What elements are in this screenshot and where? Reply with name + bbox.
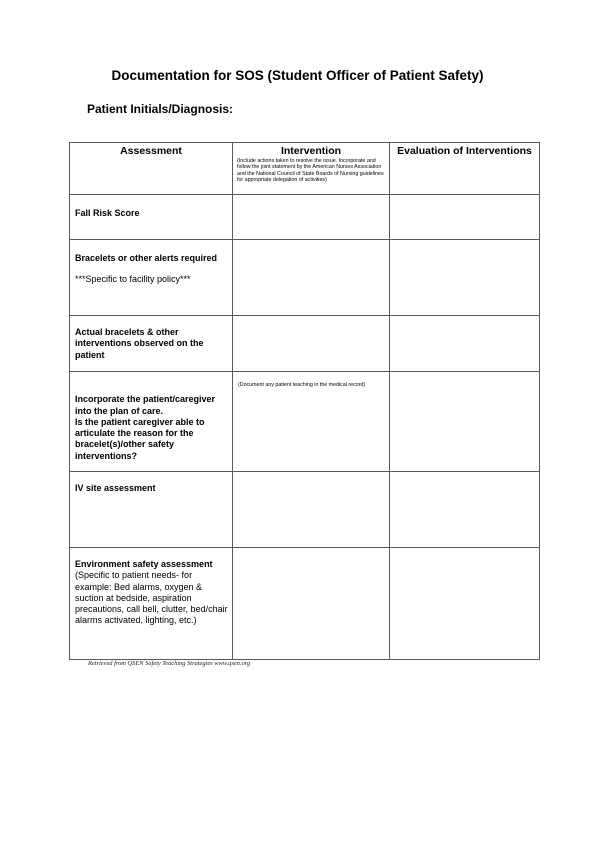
assessment-header bbox=[70, 143, 233, 195]
intervention-cell[interactable] bbox=[233, 548, 390, 660]
table-row-environment bbox=[70, 548, 540, 660]
actual-bracelets-label: Actual bracelets & other interventions observed on the patient bbox=[75, 327, 204, 360]
intervention-cell[interactable] bbox=[233, 195, 390, 240]
intervention-cell[interactable] bbox=[233, 316, 390, 372]
table-row-actual-bracelets bbox=[70, 316, 540, 372]
table-row-patient-caregiver bbox=[70, 372, 540, 472]
evaluation-cell[interactable] bbox=[390, 316, 540, 372]
table-row-fall-risk bbox=[70, 195, 540, 240]
source-footer: Retrieved from QSEN Safety Teaching Strategies www.qsen.org bbox=[88, 660, 251, 667]
fall-risk-score-label: Fall Risk Score bbox=[75, 208, 140, 218]
intervention-cell[interactable] bbox=[233, 240, 390, 316]
intervention-cell[interactable] bbox=[233, 372, 390, 472]
environment-safety-detail: (Specific to patient needs- for example: Bed alarms, oxygen & suction at bedside, aspiration precautions, call bell, clutter, bed/chair alarms activated, lighting, etc.) bbox=[75, 570, 228, 626]
patient-caregiver-label: Incorporate the patient/caregiver into the plan of care. Is the patient caregiver able to articulate the reason for the bracelet(s)/other safety interventions? bbox=[75, 394, 216, 461]
intervention-header-note: (Include actions taken to resolve the issue. Incorporate and follow the joint statement by the American Nurses Association and the National Council of State Boards of Nursing guidelines for appropriate delegation of activities) bbox=[237, 158, 384, 184]
intervention-header-label: Intervention bbox=[280, 145, 342, 157]
table-row-iv-site bbox=[70, 472, 540, 548]
patient-teaching-note: (Document any patient teaching in the medical record) bbox=[238, 382, 366, 388]
evaluation-cell[interactable] bbox=[390, 240, 540, 316]
intervention-header bbox=[233, 143, 390, 195]
assessment-header-label: Assessment bbox=[120, 145, 182, 157]
document-title: Documentation for SOS (Student Officer of Patient Safety) bbox=[111, 68, 484, 83]
assessment-cell bbox=[70, 472, 233, 548]
table-header-row bbox=[70, 143, 540, 195]
assessment-cell bbox=[70, 548, 233, 660]
assessment-cell bbox=[70, 195, 233, 240]
evaluation-cell[interactable] bbox=[390, 195, 540, 240]
table-row-bracelets bbox=[70, 240, 540, 316]
assessment-cell bbox=[70, 240, 233, 316]
iv-site-assessment-label: IV site assessment bbox=[75, 483, 156, 493]
environment-safety-label: Environment safety assessment bbox=[75, 559, 213, 569]
facility-policy-note: ***Specific to facility policy*** bbox=[75, 274, 191, 285]
evaluation-header-label: Evaluation of Interventions bbox=[397, 145, 532, 157]
evaluation-header bbox=[390, 143, 540, 195]
sos-documentation-table bbox=[69, 142, 540, 660]
evaluation-cell[interactable] bbox=[390, 548, 540, 660]
intervention-cell[interactable] bbox=[233, 472, 390, 548]
assessment-cell bbox=[70, 316, 233, 372]
evaluation-cell[interactable] bbox=[390, 472, 540, 548]
evaluation-cell[interactable] bbox=[390, 372, 540, 472]
patient-initials-diagnosis-label: Patient Initials/Diagnosis: bbox=[87, 102, 234, 116]
assessment-cell bbox=[70, 372, 233, 472]
bracelets-alerts-label: Bracelets or other alerts required bbox=[75, 253, 218, 263]
